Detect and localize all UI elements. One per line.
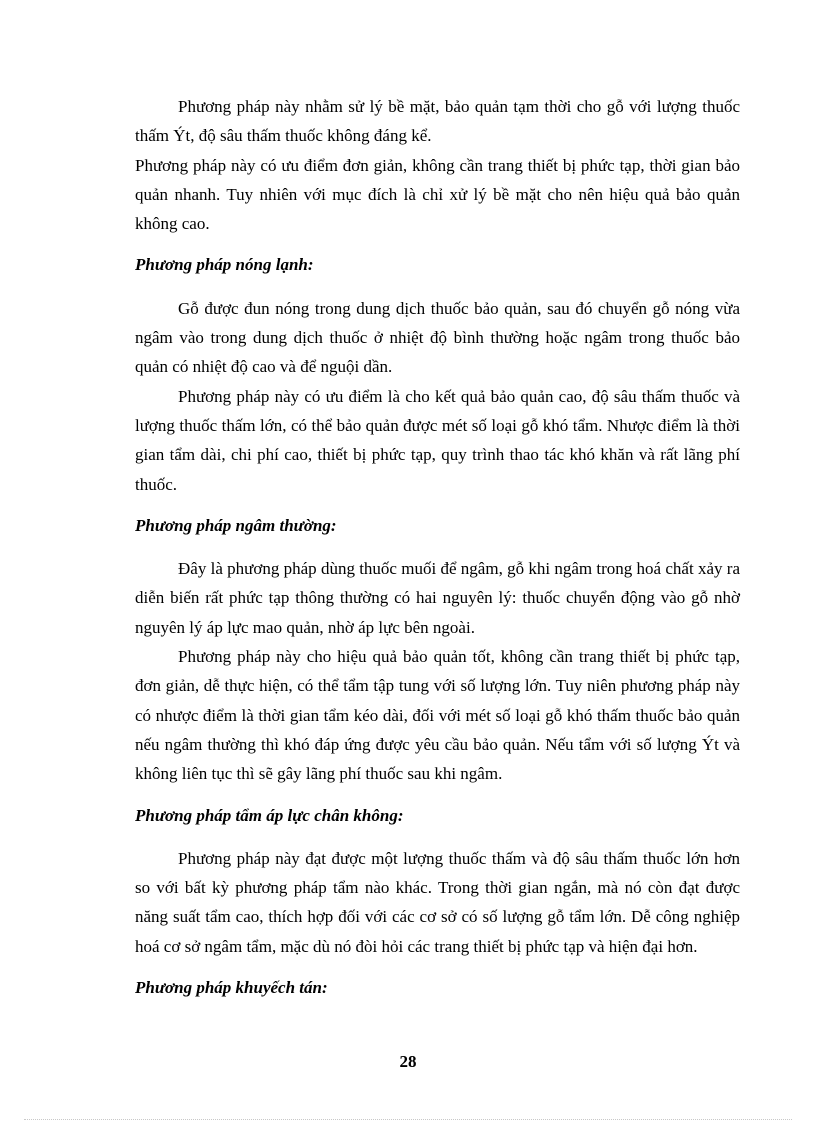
paragraph-vacuum-pressure: Phương pháp này đạt được một lượng thuốc thấm và độ sâu thấm thuốc lớn hơn so với bất kỳ phương pháp tẩm nào khác. Trong thời gian ngắn, mà nó còn đạt được năng suất tẩm cao, thích hợp đối với các cơ sở có số lượng gỗ tẩm lớn. Dễ công nghiệp hoá cơ sở ngâm tẩm, mặc dù nó đòi hỏi các trang thiết bị phức tạp và hiện đại hơn. <box>135 848 740 956</box>
paragraph-hot-cold-evaluation: Phương pháp này có ưu điểm là cho kết quả bảo quản cao, độ sâu thấm thuốc và lượng thuốc thấm lớn, có thể bảo quản được mét số loại gỗ khó tẩm. Nhược điểm là thời gian tẩm dài, chi phí cao, thiết bị phức tạp, quy trình thao tác khó khăn và rất lãng phí thuốc. <box>135 386 740 494</box>
heading-hot-cold-method: Phương pháp nóng lạnh: <box>135 255 314 275</box>
page-number: 28 <box>399 1052 417 1071</box>
paragraph-soaking-principle: Đây là phương pháp dùng thuốc muối để ngâm, gỗ khi ngâm trong hoá chất xảy ra diễn biến rất phức tạp thông thường có hai nguyên lý: thuốc chuyển động vào gỗ nhờ nguyên lý áp lực mao quản, nhờ áp lực bên ngoài. <box>135 559 740 637</box>
paragraph-soaking-evaluation: Phương pháp này cho hiệu quả bảo quản tốt, không cần trang thiết bị phức tạp, đơn giản, dễ thực hiện, có thể tẩm tập tung với số lượng lớn. Tuy niên phương pháp này có nhược điểm là thời gian tẩm kéo dài, đối với mét số loại gỗ khó thấm thuốc bảo quản nếu ngâm thường thì khó đáp ứng được yêu cầu bảo quản. Nếu tẩm với số lượng Ýt và không liên tục thì sẽ gây lãng phí thuốc sau khi ngâm. <box>135 647 740 784</box>
paragraph-surface-treatment: Phương pháp này nhằm sử lý bề mặt, bảo quản tạm thời cho gỗ với lượng thuốc thấm Ýt, độ sâu thấm thuốc không đáng kể. <box>135 97 740 146</box>
page-bottom-divider <box>24 1119 792 1120</box>
heading-diffusion-method: Phương pháp khuyếch tán: <box>135 978 328 998</box>
heading-soaking-method: Phương pháp ngâm thường: <box>135 515 337 535</box>
paragraph-surface-advantages: Phương pháp này có ưu điểm đơn giản, không cần trang thiết bị phức tạp, thời gian bảo quản nhanh. Tuy nhiên với mục đích là chỉ xử lý bề mặt cho nên hiệu quả bảo quản không cao. <box>135 155 740 234</box>
paragraph-hot-cold-process: Gỗ được đun nóng trong dung dịch thuốc bảo quản, sau đó chuyển gỗ nóng vừa ngâm vào trong dung dịch thuốc ở nhiệt độ bình thường hoặc ngâm trong thuốc bảo quản có nhiệt độ cao và để nguội dần. <box>135 298 740 377</box>
document-body <box>135 92 740 1008</box>
heading-vacuum-pressure-method: Phương pháp tẩm áp lực chân không: <box>135 805 404 825</box>
